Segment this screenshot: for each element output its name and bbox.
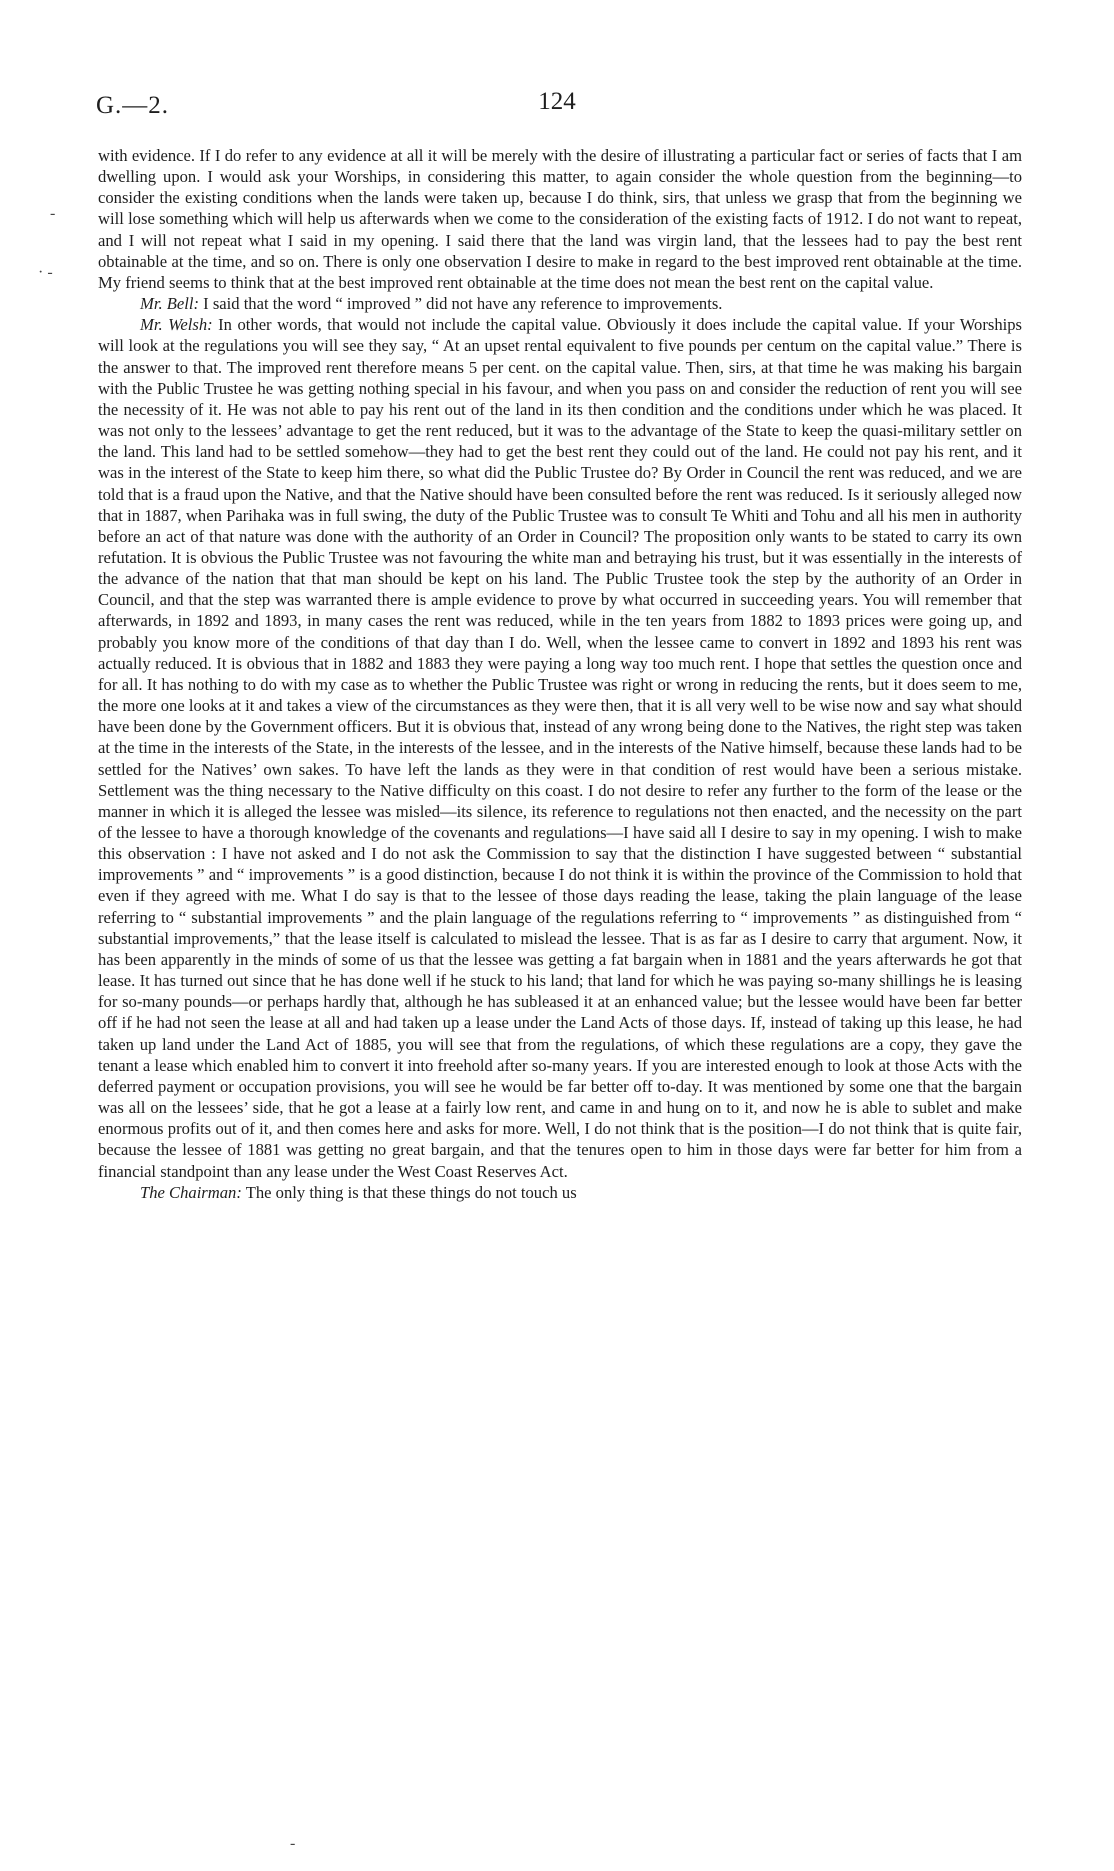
footer-mark: - — [290, 1835, 296, 1852]
page-number: 124 — [538, 88, 576, 115]
speaker-name: Mr. Welsh: — [140, 315, 213, 335]
paragraph-text: with evidence. If I do refer to any evidence at all it will be merely with the desire of illustrating a particular fact or series of facts that I am dwelling upon. I would ask your Worships, in considering this matter, to again consider the whole question from the beginning—to consider the existing conditions when the lands were taken up, because I do think, sirs, that unless we grasp that from the beginning we will lose something which will help us afterwards when we come to the consideration of the existing facts of 1912. I do not want to repeat, and I will not repeat what I said in my opening. I said there that the land was virgin land, that the lessees had to pay the best rent obtainable at the time, and so on. There is only one observation I desire to make in regard to the best improved rent obtainable at the time. My friend seems to think that at the best improved rent obtainable at the time does not mean the best rent on the capital value. — [98, 146, 1022, 292]
paragraph — [98, 145, 1022, 293]
document-reference: G.—2. — [96, 92, 170, 119]
paragraph — [98, 1182, 1022, 1203]
margin-mark: · - — [38, 264, 53, 281]
paragraph — [98, 293, 1022, 314]
paragraph-text: In other words, that would not include the capital value. Obviously it does include the capital value. If your Worships will look at the regulations you will see they say, “ At an upset rental equivalent to five pounds per centum on the capital value.” There is the answer to that. The improved rent therefore means 5 per cent. on the capital value. Then, sirs, at that time he was making his bargain with the Public Trustee he was getting nothing special in his favour, and when you pass on and consider the reduction of rent you will see the necessity of it. He was not able to pay his rent out of the land in its then condition and the conditions under which he was placed. It was not only to the lessees’ advantage to get the rent reduced, but it was to the advantage of the State to keep the quasi-military settler on the land. This land had to be settled somehow—they had to get the best rent they could out of the land. He could not pay his rent, and it was in the interest of the State to keep him there, so what did the Public Trustee do? By Order in Council the rent was reduced, and we are told that is a fraud upon the Native, and that the Native should have been consulted before the rent was reduced. Is it seriously alleged now that in 1887, when Parihaka was in full swing, the duty of the Public Trustee was to consult Te Whiti and Tohu and all his men in authority before an act of that nature was done with the authority of an Order in Council? The proposition only wants to be stated to carry its own refutation. It is obvious the Public Trustee was not favouring the white man and betraying his trust, but it was essentially in the interests of the advance of the nation that that man should be kept on his land. The Public Trustee took the step by the authority of an Order in Council, and that the step was warranted there is ample evidence to prove by what occurred in succeeding years. You will remember that afterwards, in 1892 and 1893, in many cases the rent was reduced, while in the ten years from 1882 to 1893 prices were going up, and probably you know more of the conditions of that day than I do. Well, when the lessee came to convert in 1892 and 1893 his rent was actually reduced. It is obvious that in 1882 and 1883 they were paying a long way too much rent. I hope that settles the question once and for all. It has nothing to do with my case as to whether the Public Trustee was right or wrong in reducing the rents, but it does seem to me, the more one looks at it and takes a view of the circumstances as they were then, that it is all very well to be wise now and say what should have been done by the Government officers. But it is obvious that, instead of any wrong being done to the Natives, the right step was taken at the time in the interests of the State, in the interests of the lessee, and in the interests of the Native himself, because these lands had to be settled for the Natives’ own sakes. To have left the lands as they were in that condition of rest would have been a serious mistake. Settlement was the thing necessary to the Native difficulty on this coast. I do not desire to refer any further to the form of the lease or the manner in which it is alleged the lessee was misled—its silence, its reference to regulations not then enacted, and the necessity on the part of the lessee to have a thorough knowledge of the covenants and regulations—I have said all I desire to say in my opening. I wish to make this observation : I have not asked and I do not ask the Commission to say that the distinction I have suggested between “ substantial improvements ” and “ improvements ” is a good distinction, because I do not think it is within the province of the Commission to hold that even if they agreed with me. What I do say is that to the lessee of those days reading the lease, taking the plain language of the lease referring to “ substantial improvements ” and the plain language of the regulations referring to “ improvements ” as distinguished from “ substantial improvements,” that the lease itself is calculated to mislead the lessee. That is as far as I desire to carry that argument. Now, it has been apparently in the minds of some of us that the lessee was getting a fat bargain when in 1881 and the years afterwards he got that lease. It has turned out since that he has done well if he stuck to his land; that land for which he was paying so-many shillings he is leasing for so-many pounds—or perhaps hardly that, although he has subleased it at an enhanced value; but the lessee would have been far better off if he had not seen the lease at all and had taken up a lease under the Land Acts of those days. If, instead of taking up this lease, he had taken up land under the Land Act of 1885, you will see that from the regulations, of which these regulations are a copy, they gave the tenant a lease which enabled him to convert it into freehold after so-many years. If you are interested enough to look at those Acts with the deferred payment or occupation provisions, you will see he would be far better off to-day. It was mentioned by some one that the bargain was all on the lessees’ side, that he got a lease at a fairly low rent, and came in and hung on to it, and now he is able to sublet and make enormous profits out of it, and then comes here and asks for more. Well, I do not think that is the position—I do not think that is quite fair, because the lessee of 1881 was getting no great bargain, and that the tenures open to him in those days were far better for him from a financial standpoint than any lease under the West Coast Reserves Act. — [98, 315, 1023, 1181]
paragraph-text: The only thing is that these things do not touch us — [241, 1182, 577, 1202]
speaker-name: Mr. Bell: — [140, 294, 199, 314]
paragraph-text: I said that the word “ improved ” did not have any reference to improvements. — [199, 294, 723, 314]
speaker-name: The Chairman: — [140, 1182, 242, 1202]
margin-mark: - — [50, 205, 56, 222]
page-header — [0, 88, 1114, 132]
paragraph — [98, 314, 1022, 1181]
body-text — [98, 145, 1022, 1203]
